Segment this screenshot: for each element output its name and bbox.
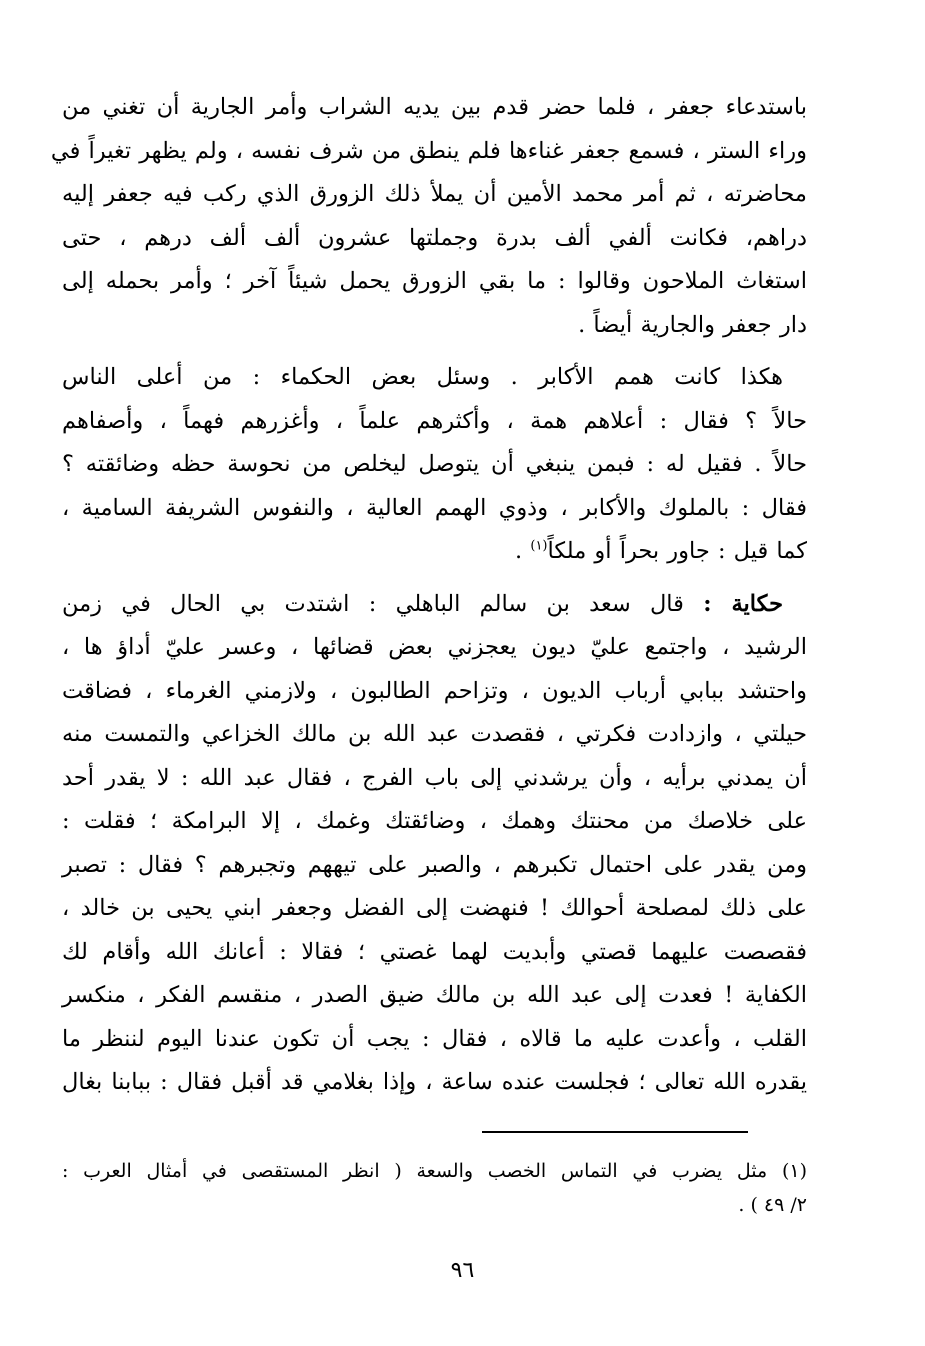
paragraph-3 (62, 583, 807, 1105)
text-line: دار جعفر والجارية أيضاً . (578, 311, 807, 338)
text-line: هكذا كانت همم الأكابر . وسئل بعض الحكماء : من أعلى الناس (62, 364, 783, 390)
text-line (62, 530, 807, 574)
text-line (62, 583, 807, 627)
text-line: حيلتي ، وازدادت فكرتي ، فقصدت عبد الله بن مالك الخزاعي والتمست منه (62, 721, 807, 747)
text-segment: كما قيل : جاور بحراً أو ملكاً (547, 538, 807, 564)
story-heading: حكاية : (703, 590, 783, 617)
text-line: على ذلك لمصلحة أحوالك ! فنهضت إلى الفضل وجعفر ابني يحيى بن خالد ، (62, 895, 807, 921)
text-line: دراهم، فكانت ألفي ألف بدرة وجملتها عشرون ألف ألف درهم ، حتى (62, 224, 807, 251)
paragraph-2 (62, 356, 807, 574)
text-line: حالاً ؟ فقال : أعلاهم همة ، وأكثرهم علماً ، وأغزرهم فهماً ، وأصفاهم (62, 407, 807, 434)
text-segment: . (515, 538, 531, 564)
page-number: ٩٦ (450, 1258, 475, 1283)
text-line: استغاث الملاحون وقالوا : ما بقي الزورق يحمل شيئاً آخر ؛ وأمر بحمله إلى (62, 268, 807, 294)
text-line: القلب ، وأعدت عليه ما قالاه ، فقال : يجب أن تكون عندنا اليوم لننظر ما (62, 1025, 807, 1052)
text-line: محاضرته ، ثم أمر محمد الأمين أن يملأ ذلك الزورق الذي ركب فيه جعفر إليه (62, 181, 807, 207)
footnote-line: ٢/ ٤٩ ) . (738, 1194, 807, 1216)
text-line: وراء الستر ، فسمع جعفر غناءها فلم ينطق من شرف نفسه ، ولم يظهر تغيراً في (50, 137, 807, 164)
text-line: فقال : بالملوك والأكابر ، وذوي الهمم العالية ، والنفوس الشريفة السامية ، (62, 494, 807, 521)
text-line: الكفاية ! فعدت إلى عبد الله بن مالك ضيق الصدر ، منقسم الفكر ، منكسر (62, 982, 807, 1008)
footnote-marker: (١) (530, 538, 548, 554)
text-line: ومن يقدر على احتمال تكبرهم ، والصبر على تيههم وتجبرهم ؟ فقال : تصبر (62, 851, 807, 878)
text-line: باستدعاء جعفر ، فلما حضر قدم بين يديه الشراب وأمر الجارية أن تغني من (62, 94, 807, 120)
text-line: يقدره الله تعالى ؛ فجلست عنده ساعة ، وإذا بغلامي قد أقبل فقال : ببابنا بغال (62, 1069, 807, 1095)
footnote (62, 1154, 807, 1222)
footnote-line: (١) مثل يضرب في التماس الخصب والسعة ( انظر المستقصى في أمثال العرب : (62, 1160, 807, 1182)
text-line: فقصصت عليهما قصتي وأبديت لهما غصتي ؛ فقالا : أعانك الله وأقام لك (62, 938, 807, 965)
text-line: الرشيد ، واجتمع عليّ ديون يعجزني بعض قضائها ، وعسر عليّ أداؤ ها ، (62, 634, 807, 660)
paragraph-1 (50, 86, 807, 347)
main-text (50, 86, 807, 1105)
footnote-separator (482, 1131, 748, 1133)
text-line: حالاً . فقيل له : فبمن ينبغي أن يتوصل ليخلص من نحوسة حظه وضائقته ؟ (62, 451, 807, 477)
text-line: واحتشد ببابي أرباب الديون ، وتزاحم الطالبون ، ولازمني الغرماء ، فضاقت (62, 677, 807, 704)
text-line: أن يمدني برأيه ، وأن يرشدني إلى باب الفرج ، فقال عبد الله : لا يقدر أحد (62, 764, 807, 791)
text-line: على خلاصك من محنتك وهمك ، وضائقتك وغمك ، إلا البرامكة ؛ فقلت : (62, 808, 807, 834)
text-segment: قال سعد بن سالم الباهلي : اشتدت بي الحال في زمن (62, 590, 704, 617)
